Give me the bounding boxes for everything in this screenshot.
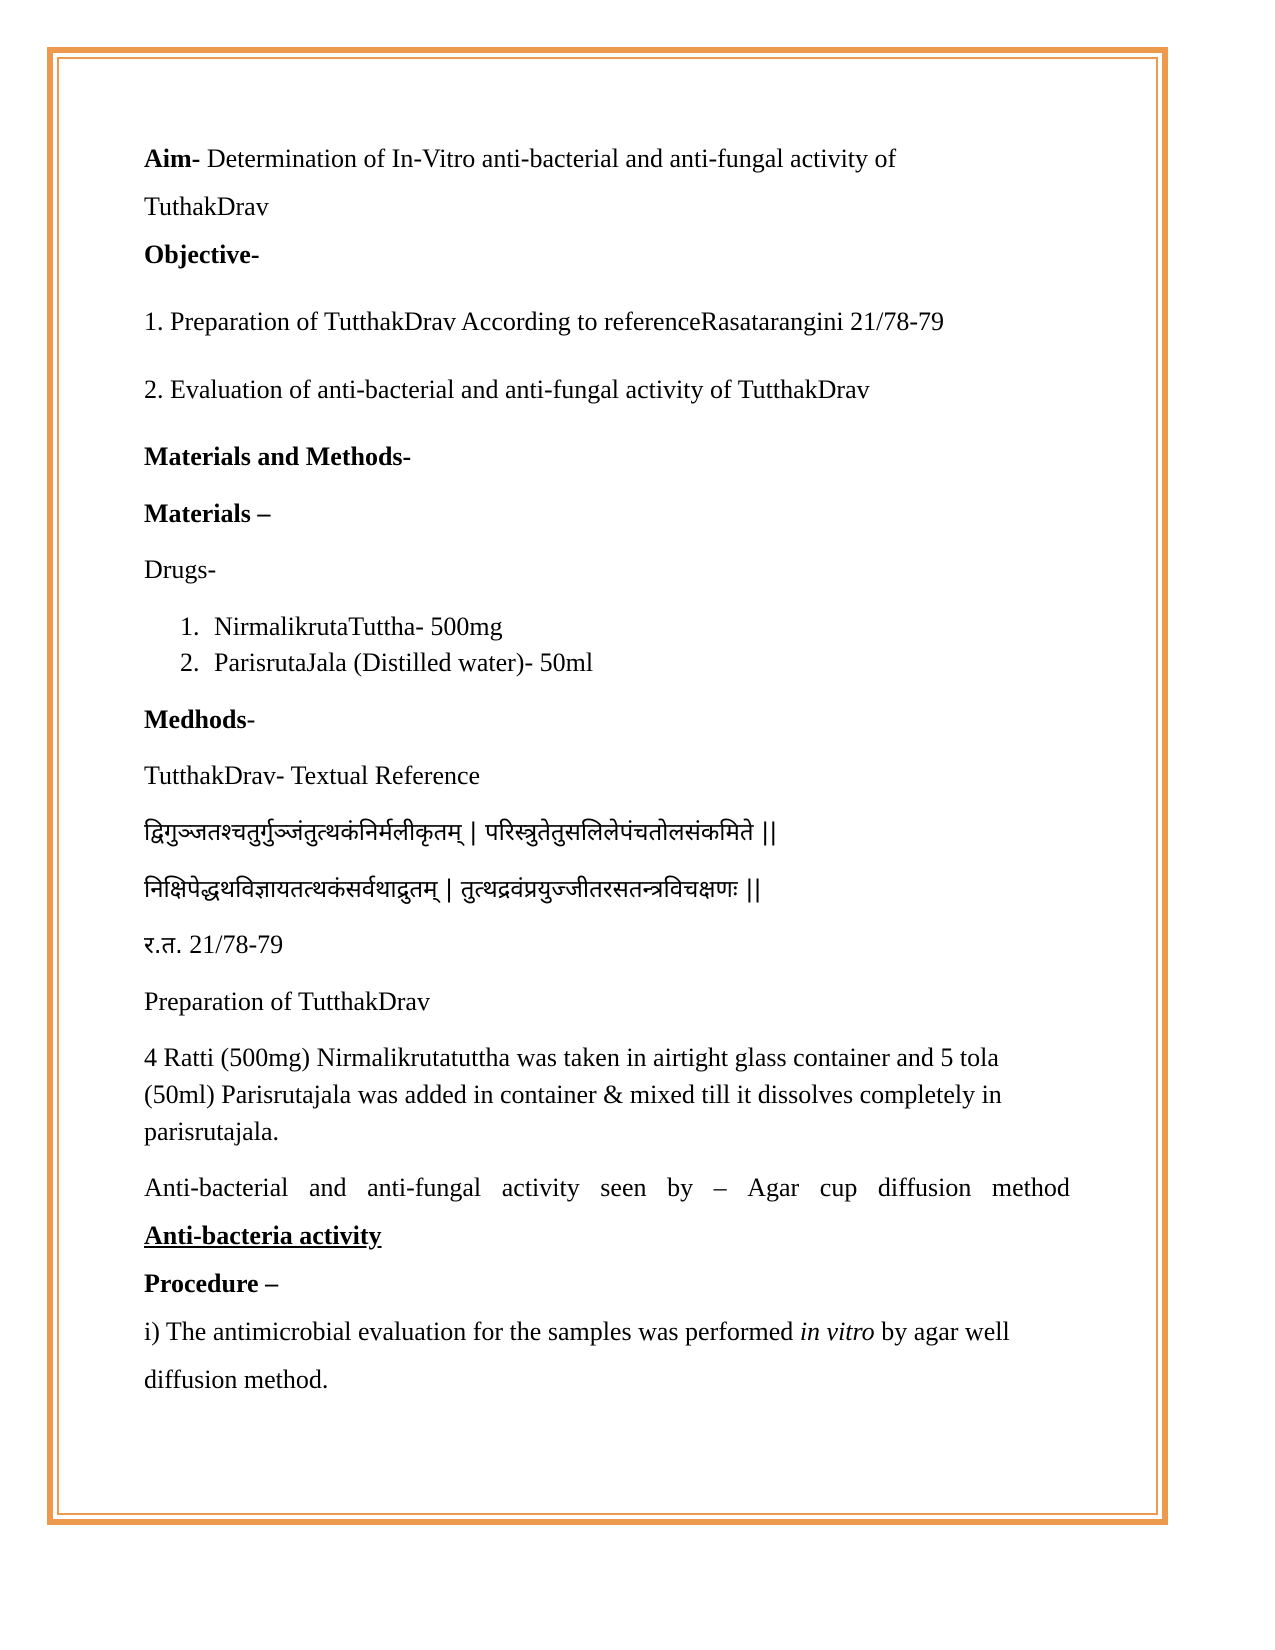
sanskrit-verse-2: निक्षिपेद्धथविज्ञायतत्थकंसर्वथाद्रुतम् | तुत्थद्रवंप्रयुज्जीतरसतन्त्रविचक्षणः || bbox=[144, 875, 762, 903]
methods-heading: Medhods bbox=[144, 705, 247, 734]
preparation-heading: Preparation of TutthakDrav bbox=[144, 987, 430, 1016]
verse-reference-abbrev: र.त. bbox=[144, 931, 183, 959]
antibacteria-heading: Anti-bacteria activity bbox=[144, 1221, 382, 1250]
activity-word: cup bbox=[819, 1173, 858, 1202]
drug-item-text: ParisrutaJala (Distilled water)- 50ml bbox=[214, 648, 594, 677]
procedure-heading: Procedure – bbox=[144, 1269, 279, 1298]
objective-item-2: 2. Evaluation of anti-bacterial and anti-fungal activity of TutthakDrav bbox=[144, 375, 870, 404]
preparation-paragraph-line-2: (50ml) Parisrutajala was added in container & mixed till it dissolves completely in bbox=[144, 1080, 1002, 1109]
activity-word: diffusion bbox=[877, 1173, 972, 1202]
materials-heading: Materials – bbox=[144, 499, 271, 528]
verse-reference bbox=[144, 926, 283, 964]
activity-method-line bbox=[144, 1169, 1070, 1207]
drug-item-text: NirmalikrutaTuttha- 500mg bbox=[214, 612, 503, 641]
activity-word: Anti-bacterial bbox=[144, 1173, 289, 1202]
aim-line bbox=[144, 140, 896, 178]
preparation-paragraph-line-3: parisrutajala. bbox=[144, 1117, 279, 1146]
aim-label: Aim- bbox=[144, 144, 201, 173]
drug-item-number: 2. bbox=[180, 648, 200, 677]
drugs-label: Drugs- bbox=[144, 555, 217, 584]
textual-reference-label: TutthakDrav- Textual Reference bbox=[144, 761, 481, 790]
drug-item-number: 1. bbox=[180, 612, 200, 641]
activity-word: by bbox=[667, 1173, 694, 1202]
aim-text-continued: TuthakDrav bbox=[144, 192, 269, 221]
procedure-text-pre: i) The antimicrobial evaluation for the samples was performed bbox=[144, 1317, 800, 1346]
activity-word: anti-fungal bbox=[367, 1173, 482, 1202]
activity-word: method bbox=[991, 1173, 1070, 1202]
materials-methods-heading: Materials and Methods- bbox=[144, 442, 412, 471]
procedure-text-italic: in vitro bbox=[799, 1317, 875, 1346]
aim-text: Determination of In-Vitro anti-bacterial and anti-fungal activity of bbox=[200, 144, 897, 173]
methods-heading-line bbox=[144, 701, 255, 739]
procedure-step-1 bbox=[144, 1313, 1010, 1351]
verse-reference-number: 21/78-79 bbox=[182, 930, 284, 959]
activity-word: seen bbox=[600, 1173, 647, 1202]
objective-item-1: 1. Preparation of TutthakDrav According to referenceRasatarangini 21/78-79 bbox=[144, 307, 944, 336]
procedure-text-post: by agar well bbox=[874, 1317, 1010, 1346]
drug-item-1 bbox=[180, 608, 503, 646]
procedure-step-1-continued: diffusion method. bbox=[144, 1365, 329, 1394]
drug-item-2 bbox=[180, 644, 593, 682]
objective-heading: Objective- bbox=[144, 240, 260, 269]
methods-heading-suffix: - bbox=[246, 705, 256, 734]
activity-word: activity bbox=[501, 1173, 580, 1202]
activity-word: and bbox=[308, 1173, 347, 1202]
sanskrit-verse-1: द्विगुञ्जतश्चतुर्गुञ्जंतुत्थकंनिर्मलीकृतम् | परिस्त्रुतेतुसलिलेपंचतोलसंकमिते || bbox=[144, 818, 778, 846]
activity-word: – bbox=[713, 1173, 727, 1202]
activity-word: Agar bbox=[747, 1173, 800, 1202]
preparation-paragraph-line-1: 4 Ratti (500mg) Nirmalikrutatuttha was taken in airtight glass container and 5 tola bbox=[144, 1043, 999, 1072]
